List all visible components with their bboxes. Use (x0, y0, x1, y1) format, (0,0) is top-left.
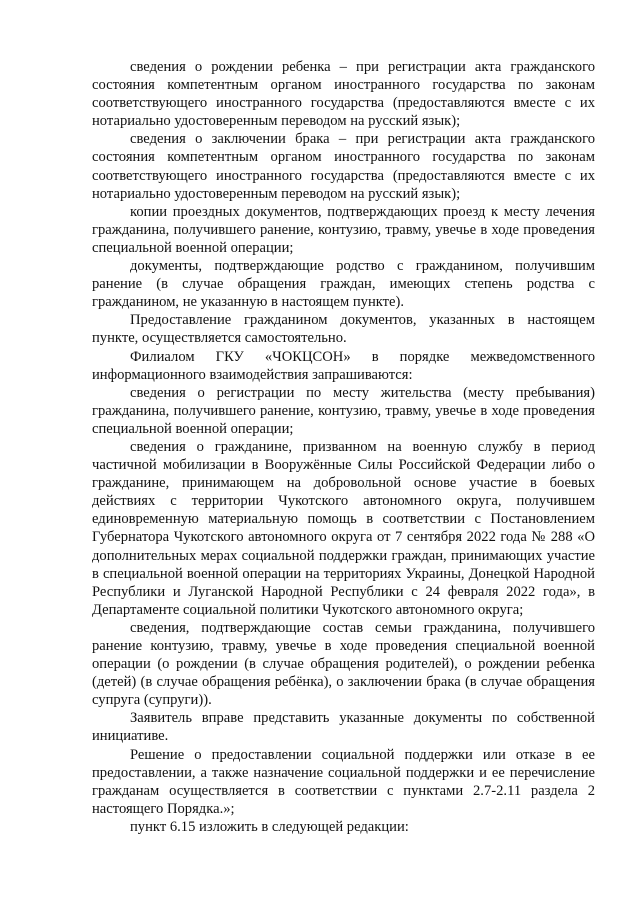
paragraph-clause-6-15: пункт 6.15 изложить в следующей редакции: (130, 818, 409, 835)
paragraph-travel-documents: копии проездных документов, подтверждающих проезд к месту лечения гражданина, получившего ранение, контузию, травму, увечье в ходе проведения специальной военной операции; (92, 203, 595, 256)
paragraph-self-submission: Предоставление гражданином документов, указанных в настоящем пункте, осуществляется самостоятельно. (92, 312, 595, 347)
paragraph-interagency-request: Филиалом ГКУ «ЧОКЦСОН» в порядке межведомственного информационного взаимодействия запрашиваются: (92, 348, 595, 383)
document-page (92, 58, 595, 836)
paragraph-kinship-documents: документы, подтверждающие родство с гражданином, получившим ранение (в случае обращения граждан, имеющих степень родства с гражданином, не указанную в настоящем пункте). (92, 258, 595, 311)
paragraph-birth-info: сведения о рождении ребенка – при регистрации акта гражданского состояния компетентным органом иностранного государства по законам соответствующего иностранного государства (предоставляются вместе с их нотариально удостоверенным переводом на русский язык); (92, 59, 595, 130)
paragraph-applicant-initiative: Заявитель вправе представить указанные документы по собственной инициативе. (92, 710, 595, 745)
paragraph-marriage-info: сведения о заключении брака – при регистрации акта гражданского состояния компетентным органом иностранного государства по законам соответствующего иностранного государства (предоставляются вместе с их нотариально удостоверенным переводом на русский язык); (92, 131, 595, 202)
paragraph-decision: Решение о предоставлении социальной поддержки или отказе в ее предоставлении, а также назначение социальной поддержки и ее перечисление гражданам осуществляется в соответствии с пунктами 2.7-2.11 раздела 2 настоящего Порядка.»; (92, 746, 595, 817)
paragraph-registration-info: сведения о регистрации по месту жительства (месту пребывания) гражданина, получившего ранение, контузию, травму, увечье в ходе проведения специальной военной операции; (92, 384, 595, 437)
paragraph-family-composition: сведения, подтверждающие состав семьи гражданина, получившего ранение контузию, травму, увечье в ходе проведения специальной военной операции (о рождении (в случае обращения родителей), о рождении ребенка (детей) (в случае обращения ребёнка), о заключении брака (в случае обращения супруга (супруги)). (92, 619, 595, 709)
paragraph-mobilized-citizen-info: сведения о гражданине, призванном на военную службу в период частичной мобилизации в Вооружённые Силы Российской Федерации либо о гражданине, принимающем на добровольной основе участие в боевых действиях с территории Чукотского автономного округа, получившем единовременную материальную помощь в соответствии с Постановлением Губернатора Чукотского автономного округа от 7 сентября 2022 года № 288 «О дополнительных мерах социальной поддержки граждан, принимающих участие в специальной военной операции на территориях Украины, Донецкой Народной Республики и Луганской Народной Республики с 24 февраля 2022 года», в Департаменте социальной политики Чукотского автономного округа; (92, 438, 595, 618)
